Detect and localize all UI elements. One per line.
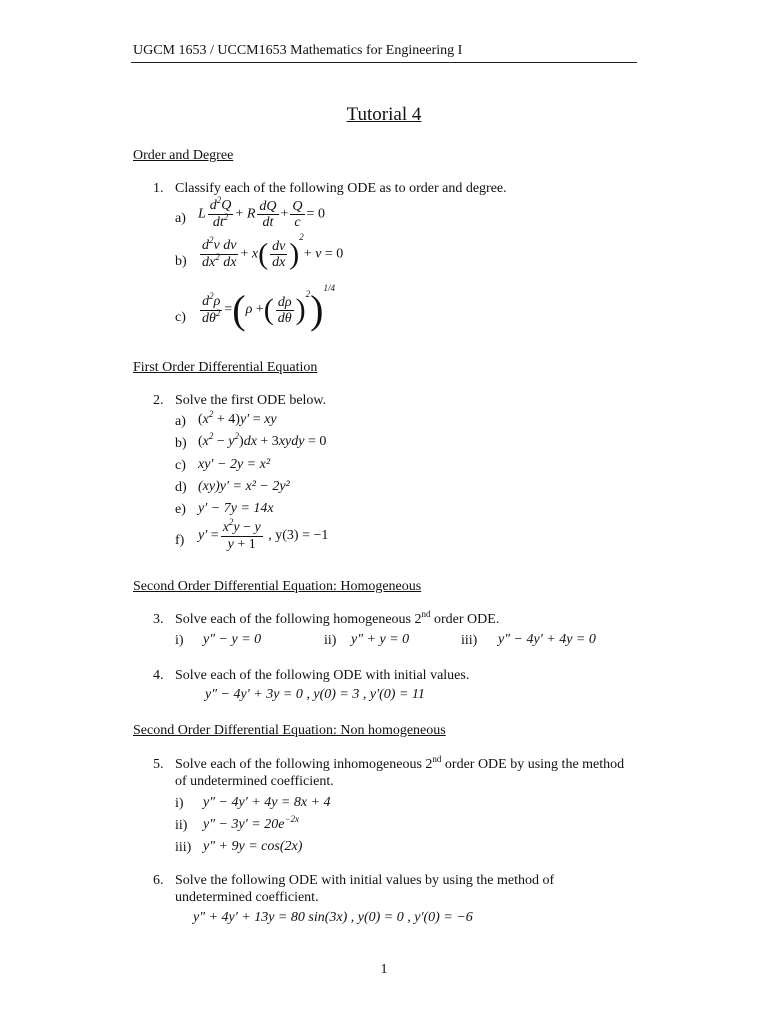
q2f-initial: , y(3) = −1 [268,528,329,544]
q6-equation: y″ + 4y′ + 13y = 80 sin(3x) , y(0) = 0 , y′(0) = −6 [193,910,473,925]
q3ii-label: ii) [324,633,337,648]
q1-number: 1. [153,181,164,196]
section-non-homogeneous: Second Order Differential Equation: Non homogeneous [133,723,446,738]
q5-text-line2: of undetermined coefficient. [175,774,334,789]
q6-text: Solve the following ODE with initial values by using the method of [175,873,555,888]
q2e-equation: y′ − 7y = 14x [198,501,274,516]
q5ii-label: ii) [175,818,188,833]
q2f-label: f) [175,533,185,548]
q5ii-equation: $y'' - 3y' = 20e^{-2x}$ [203,814,300,832]
q3ii-equation: y″ + y = 0 [351,632,410,647]
q3iii-label: iii) [461,633,478,648]
page-number: 1 [380,962,388,977]
q2b-label: b) [175,436,187,451]
q1b-label: b) [175,254,187,269]
q2c-label: c) [175,458,186,473]
header-rule [131,62,637,63]
q3iii-equation: y″ − 4y′ + 4y = 0 [498,632,596,647]
q2f-equation: y′ = $\frac{x^2y - y}{y + 1}$ , y(3) = −1 [198,517,329,552]
q1a-equation: L $\frac{d^2Q}{dt^2}$ + R $\frac{dQ}{dt}$ + $\frac{Q}{c}$ = 0 [198,195,325,230]
q2a-label: a) [175,414,186,429]
q3-number: 3. [153,612,164,627]
q6-text-line2: undetermined coefficient. [175,890,319,905]
q2d-label: d) [175,480,187,495]
q2c-equation: xy′ − 2y = x² [198,457,271,472]
q2-number: 2. [153,393,164,408]
q5iii-equation: y″ + 9y = cos(2x) [203,839,303,854]
q2b-equation: $(x^2 - y^2)dx$ + 3xydy = 0 [198,431,327,449]
q3i-equation: y″ − y = 0 [203,632,262,647]
q6-number: 6. [153,873,164,888]
page-title: Tutorial 4 [346,104,422,125]
q5i-equation: y″ − 4y′ + 4y = 8x + 4 [203,795,331,810]
section-homogeneous: Second Order Differential Equation: Homogeneous [133,579,422,594]
q4-text: Solve each of the following ODE with initial values. [175,668,470,683]
q4-equation: y″ − 4y′ + 3y = 0 , y(0) = 3 , y′(0) = 11 [205,687,425,702]
q1c-label: c) [175,310,186,325]
q1c-equation: $\frac{d^2\rho}{d\theta^2}$ =(ρ +( $\frac{d\rho}{d\theta}$ )$^2$)$^{1/4}$ [202,283,335,332]
page-header: UGCM 1653 / UCCM1653 Mathematics for Engineering I [133,43,463,58]
q5iii-label: iii) [175,840,192,855]
q2-text: Solve the first ODE below. [175,393,327,408]
q2a-equation: $(x^2 + 4)y'$ = xy [198,409,277,427]
q1-text: Classify each of the following ODE as to order and degree. [175,181,507,196]
q5i-label: i) [175,796,184,811]
q4-number: 4. [153,668,164,683]
q5-number: 5. [153,757,164,772]
q5-text: Solve each of the following inhomogeneous 2nd order ODE by using the method [175,754,625,772]
q3-text: Solve each of the following homogeneous 2nd order ODE. [175,609,500,627]
q1b-equation: $\frac{d^2v dv}{dx^2 dx}$ + x( $\frac{dv}{dx}$ )$^2$+ v = 0 [202,231,344,271]
section-order-degree: Order and Degree [133,148,234,163]
q2e-label: e) [175,502,186,517]
q2d-equation: (xy)y′ = x² − 2y² [198,479,290,494]
section-first-order: First Order Differential Equation [133,360,318,375]
q1a-label: a) [175,211,186,226]
q3i-label: i) [175,633,184,648]
